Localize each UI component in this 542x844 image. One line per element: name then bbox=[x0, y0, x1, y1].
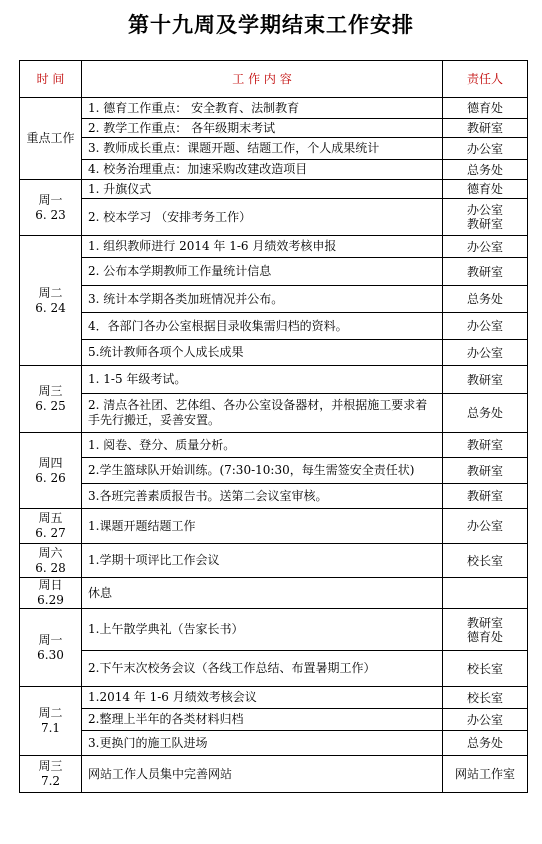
table-row bbox=[20, 366, 528, 394]
table-row bbox=[20, 731, 528, 756]
owner-name: 总务处 bbox=[466, 406, 503, 420]
day-date: 7.2 bbox=[40, 774, 61, 788]
task-content: 1.学期十项评比工作会议 bbox=[82, 544, 443, 578]
table-row bbox=[20, 286, 528, 313]
task-owner bbox=[443, 609, 528, 651]
task-content: 3.更换门的施工队进场 bbox=[82, 731, 443, 756]
table-row bbox=[20, 258, 528, 286]
table-row bbox=[20, 98, 528, 119]
owner-name: 办公室 bbox=[466, 345, 503, 360]
header-owner: 责任人 bbox=[443, 61, 528, 98]
header-row bbox=[20, 61, 528, 98]
task-owner bbox=[443, 258, 528, 286]
day-date: 7.1 bbox=[40, 721, 61, 735]
task-content: 4. 校务治理重点：加速采购改建改造项目 bbox=[82, 160, 443, 180]
owner-name: 校长室 bbox=[466, 661, 503, 676]
task-content: 1.课题开题结题工作 bbox=[82, 509, 443, 544]
day-cell bbox=[20, 544, 82, 578]
task-owner bbox=[443, 160, 528, 180]
day-date: 6. 25 bbox=[35, 399, 66, 413]
table-row bbox=[20, 484, 528, 509]
task-owner bbox=[443, 709, 528, 731]
owner-name: 教研室 bbox=[466, 438, 503, 452]
task-owner bbox=[443, 340, 528, 366]
task-owner bbox=[443, 458, 528, 484]
schedule-body bbox=[20, 98, 528, 793]
day-date: 6.30 bbox=[37, 647, 64, 662]
table-row bbox=[20, 394, 528, 433]
day-label: 重点工作 bbox=[26, 131, 75, 145]
task-content: 2. 清点各社团、艺体组、各办公室设备器材，并根据施工要求着手先行搬迁，妥善安置。 bbox=[82, 394, 443, 433]
task-content: 3. 教师成长重点：课题开题、结题工作，个人成果统计 bbox=[82, 138, 443, 160]
table-row bbox=[20, 313, 528, 340]
task-content: 2.整理上半年的各类材料归档 bbox=[82, 709, 443, 731]
task-content: 2. 校本学习 （安排考务工作） bbox=[82, 199, 443, 236]
day-date: 6. 23 bbox=[35, 207, 66, 222]
table-row bbox=[20, 544, 528, 578]
task-owner bbox=[443, 286, 528, 313]
day-cell bbox=[20, 609, 82, 687]
task-content: 3.各班完善素质报告书。送第二会议室审核。 bbox=[82, 484, 443, 509]
task-content: 休息 bbox=[82, 578, 443, 609]
table-row bbox=[20, 199, 528, 236]
table-row bbox=[20, 609, 528, 651]
owner-name: 德育处 bbox=[466, 101, 503, 115]
table-row bbox=[20, 509, 528, 544]
owner-name: 校长室 bbox=[466, 553, 503, 568]
task-content: 2. 公布本学期教师工作量统计信息 bbox=[82, 258, 443, 286]
owner-name: 教研室 bbox=[466, 372, 503, 387]
table-row bbox=[20, 651, 528, 687]
day-date: 6. 28 bbox=[35, 560, 66, 575]
owner-name: 总务处 bbox=[466, 292, 503, 306]
task-owner bbox=[443, 236, 528, 258]
owner-name: 网站工作室 bbox=[454, 767, 515, 781]
task-content: 1. 德育工作重点： 安全教育、法制教育 bbox=[82, 98, 443, 119]
task-content: 2.下午末次校务会议（各线工作总结、布置暑期工作） bbox=[82, 651, 443, 687]
owner-name: 办公室 bbox=[466, 319, 503, 333]
day-date: 6. 26 bbox=[35, 470, 66, 485]
day-cell bbox=[20, 756, 82, 793]
owner-name: 德育处 bbox=[466, 629, 503, 644]
day-cell bbox=[20, 578, 82, 609]
task-owner bbox=[443, 138, 528, 160]
day-date: 6. 27 bbox=[35, 526, 66, 540]
task-content: 3. 统计本学期各类加班情况并公布。 bbox=[82, 286, 443, 313]
table-row bbox=[20, 236, 528, 258]
task-owner bbox=[443, 433, 528, 458]
task-content: 网站工作人员集中完善网站 bbox=[82, 756, 443, 793]
task-owner bbox=[443, 756, 528, 793]
owner-name: 办公室 bbox=[466, 712, 503, 727]
day-label: 周三 bbox=[38, 384, 63, 398]
task-content: 1. 1-5 年级考试。 bbox=[82, 366, 443, 394]
task-owner bbox=[443, 544, 528, 578]
owner-name: 办公室 bbox=[466, 203, 503, 217]
day-cell bbox=[20, 509, 82, 544]
task-owner bbox=[443, 98, 528, 119]
task-owner bbox=[443, 313, 528, 340]
owner-name: 教研室 bbox=[466, 121, 503, 135]
day-label: 周日 bbox=[38, 578, 63, 592]
task-owner bbox=[443, 484, 528, 509]
day-cell bbox=[20, 98, 82, 180]
day-label: 周二 bbox=[38, 285, 63, 300]
day-cell bbox=[20, 433, 82, 509]
table-row bbox=[20, 180, 528, 199]
task-owner bbox=[443, 366, 528, 394]
day-label: 周五 bbox=[38, 511, 63, 525]
table-row bbox=[20, 458, 528, 484]
day-label: 周一 bbox=[38, 632, 63, 647]
schedule-table bbox=[19, 60, 528, 793]
day-label: 周四 bbox=[38, 455, 63, 470]
owner-name: 办公室 bbox=[466, 239, 503, 254]
table-row bbox=[20, 160, 528, 180]
owner-name: 总务处 bbox=[466, 736, 503, 750]
day-cell bbox=[20, 366, 82, 433]
task-owner bbox=[443, 394, 528, 433]
owner-name: 教研室 bbox=[466, 463, 503, 478]
task-content: 2.学生篮球队开始训练。(7:30-10:30，每生需签安全责任状) bbox=[82, 458, 443, 484]
day-cell bbox=[20, 236, 82, 366]
table-row bbox=[20, 709, 528, 731]
table-row bbox=[20, 756, 528, 793]
task-owner bbox=[443, 687, 528, 709]
table-row bbox=[20, 340, 528, 366]
task-content: 1.上午散学典礼（告家长书） bbox=[82, 609, 443, 651]
day-label: 周三 bbox=[38, 759, 63, 773]
task-content: 1. 阅卷、登分、质量分析。 bbox=[82, 433, 443, 458]
owner-name: 办公室 bbox=[466, 141, 503, 156]
table-row bbox=[20, 138, 528, 160]
table-row bbox=[20, 433, 528, 458]
day-label: 周六 bbox=[38, 545, 63, 560]
header-content: 工 作 内 容 bbox=[82, 61, 443, 98]
task-owner bbox=[443, 578, 528, 609]
table-row bbox=[20, 578, 528, 609]
task-content: 4．各部门各办公室根据目录收集需归档的资料。 bbox=[82, 313, 443, 340]
task-owner bbox=[443, 509, 528, 544]
task-content: 1. 升旗仪式 bbox=[82, 180, 443, 199]
day-cell bbox=[20, 687, 82, 756]
task-owner bbox=[443, 180, 528, 199]
day-cell bbox=[20, 180, 82, 236]
task-content: 1.2014 年 1-6 月绩效考核会议 bbox=[82, 687, 443, 709]
table-row bbox=[20, 119, 528, 138]
owner-name: 教研室 bbox=[466, 217, 503, 231]
owner-name: 办公室 bbox=[466, 519, 503, 533]
task-owner bbox=[443, 731, 528, 756]
task-owner bbox=[443, 119, 528, 138]
owner-name: 德育处 bbox=[466, 182, 503, 196]
owner-name: 教研室 bbox=[466, 489, 503, 503]
task-owner bbox=[443, 651, 528, 687]
task-content: 2. 教学工作重点： 各年级期末考试 bbox=[82, 119, 443, 138]
task-content: 1. 组织教师进行 2014 年 1-6 月绩效考核申报 bbox=[82, 236, 443, 258]
header-time: 时 间 bbox=[20, 61, 82, 98]
day-date: 6. 24 bbox=[35, 300, 66, 315]
day-date: 6.29 bbox=[37, 593, 64, 607]
owner-name: 总务处 bbox=[466, 162, 503, 177]
owner-name: 校长室 bbox=[466, 690, 503, 705]
task-content: 5.统计教师各项个人成长成果 bbox=[82, 340, 443, 366]
owner-name: 教研室 bbox=[466, 264, 503, 279]
page-title: 第十九周及学期结束工作安排 bbox=[128, 12, 414, 37]
task-owner bbox=[443, 199, 528, 236]
table-row bbox=[20, 687, 528, 709]
day-label: 周二 bbox=[38, 706, 63, 720]
owner-name: 教研室 bbox=[466, 615, 503, 630]
day-label: 周一 bbox=[38, 192, 63, 207]
